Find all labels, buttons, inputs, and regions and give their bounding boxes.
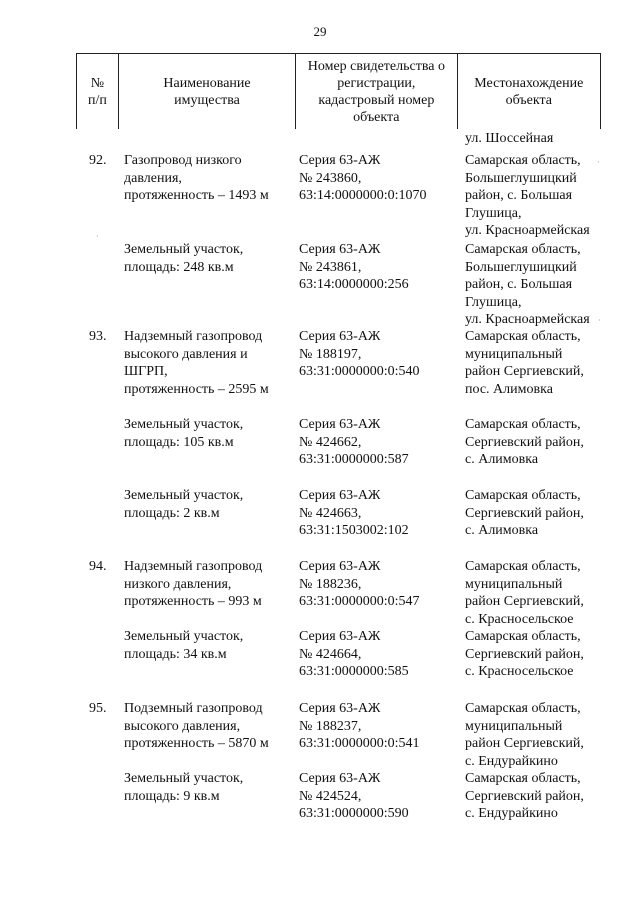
row-certificate: Серия 63-АЖ № 424662, 63:31:0000000:587: [299, 417, 409, 468]
row-location: Самарская область, муниципальный район Сергиевский, с. Красносельское: [465, 559, 584, 627]
row-location: Самарская область, Сергиевский район, с. Алимовка: [465, 417, 584, 468]
row-name: Подземный газопровод высокого давления, протяженность – 5870 м: [124, 701, 269, 752]
row-name: Газопровод низкого давления, протяженность – 1493 м: [124, 153, 269, 204]
table-header: [76, 53, 601, 129]
scan-dot: ·: [96, 232, 99, 241]
row-certificate: Серия 63-АЖ № 188197, 63:31:0000000:0:540: [299, 329, 420, 380]
row-name: Надземный газопровод высокого давления и ШГРП, протяженность – 2595 м: [124, 329, 269, 397]
row-number: 94.: [89, 559, 107, 574]
row-number: 93.: [89, 329, 107, 344]
carryover-location: ул. Шоссейная: [465, 131, 554, 146]
row-certificate: Серия 63-АЖ № 424664, 63:31:0000000:585: [299, 629, 409, 680]
row-certificate: Серия 63-АЖ № 424663, 63:31:1503002:102: [299, 488, 409, 539]
row-name: Земельный участок, площадь: 34 кв.м: [124, 629, 244, 662]
row-location: Самарская область, Большеглушицкий район, с. Большая Глушица, ул. Красноармейская: [465, 153, 590, 239]
row-location: Самарская область, Сергиевский район, с. Алимовка: [465, 488, 584, 539]
row-location: Самарская область, Сергиевский район, с. Ендурайкино: [465, 771, 584, 822]
page-number: 29: [313, 24, 327, 39]
row-location: Самарская область, Большеглушицкий район, с. Большая Глушица, ул. Красноармейская: [465, 242, 590, 328]
row-certificate: Серия 63-АЖ № 243861, 63:14:0000000:256: [299, 242, 409, 293]
row-certificate: Серия 63-АЖ № 424524, 63:31:0000000:590: [299, 771, 409, 822]
row-name: Надземный газопровод низкого давления, протяженность – 993 м: [124, 559, 263, 610]
scan-dot: ·: [597, 158, 600, 167]
row-name: Земельный участок, площадь: 248 кв.м: [124, 242, 244, 275]
header-cell-location: Местонахождение объекта: [474, 75, 584, 108]
header-cell-name: Наименование имущества: [119, 54, 296, 129]
row-location: Самарская область, муниципальный район Сергиевский, пос. Алимовка: [465, 329, 584, 397]
header-cell-number: № п/п: [77, 54, 119, 129]
row-number: 92.: [89, 153, 107, 168]
row-name: Земельный участок, площадь: 2 кв.м: [124, 488, 244, 521]
row-name: Земельный участок, площадь: 105 кв.м: [124, 417, 244, 450]
row-location: Самарская область, Сергиевский район, с. Красносельское: [465, 629, 584, 680]
row-certificate: Серия 63-АЖ № 188237, 63:31:0000000:0:541: [299, 701, 420, 752]
row-number: 95.: [89, 701, 107, 716]
scan-dot: ·: [598, 316, 601, 325]
row-certificate: Серия 63-АЖ № 243860, 63:14:0000000:0:1070: [299, 153, 427, 204]
row-location: Самарская область, муниципальный район Сергиевский, с. Ендурайкино: [465, 701, 584, 769]
row-name: Земельный участок, площадь: 9 кв.м: [124, 771, 244, 804]
header-cell-certificate: Номер свидетельства о регистрации, кадастровый номер объекта: [296, 54, 457, 129]
row-certificate: Серия 63-АЖ № 188236, 63:31:0000000:0:547: [299, 559, 420, 610]
